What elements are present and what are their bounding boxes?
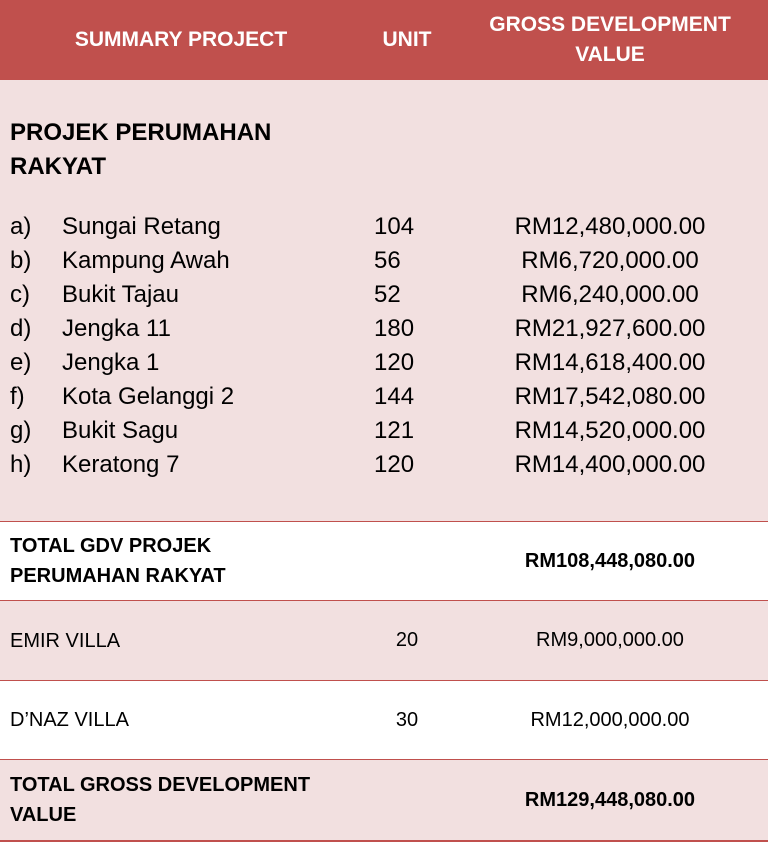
item-value: RM6,720,000.00 (521, 247, 699, 274)
item-name: Kota Gelanggi 2 (62, 383, 235, 410)
item-unit: 52 (374, 281, 401, 308)
item-name: Bukit Tajau (62, 281, 179, 308)
item-unit: 56 (374, 247, 401, 274)
section-title: PROJEK PERUMAHAN RAKYAT (10, 119, 272, 180)
item-name: Jengka 1 (62, 349, 160, 376)
item-unit: 104 (374, 213, 415, 240)
dnaz-villa-unit: 30 (395, 708, 419, 731)
list-item (0, 380, 768, 414)
item-value: RM17,542,080.00 (514, 383, 706, 410)
list-item (0, 278, 768, 312)
item-unit: 120 (374, 349, 415, 376)
table-header (0, 0, 768, 80)
item-letter: a) (10, 213, 32, 240)
projek-perumahan-section (0, 80, 768, 521)
grand-total-value: RM129,448,080.00 (524, 788, 696, 811)
grand-total-row (0, 760, 768, 840)
list-item (0, 210, 768, 244)
list-item (0, 414, 768, 448)
emir-villa-label: EMIR VILLA (10, 629, 121, 652)
list-item (0, 312, 768, 346)
dnaz-villa-label: D’NAZ VILLA (10, 709, 129, 731)
dnaz-villa-row (0, 681, 768, 759)
item-letter: h) (10, 451, 32, 478)
total-rakyat-value: RM108,448,080.00 (524, 549, 696, 572)
item-letter: f) (10, 383, 25, 410)
item-letter: c) (10, 281, 30, 308)
item-letter: g) (10, 417, 32, 444)
item-letter: d) (10, 315, 32, 342)
item-name: Bukit Sagu (62, 417, 179, 444)
item-unit: 144 (374, 383, 415, 410)
item-letter: b) (10, 247, 32, 274)
emir-villa-value: RM9,000,000.00 (536, 629, 684, 651)
emir-villa-unit: 20 (395, 629, 419, 651)
total-rakyat-label: TOTAL GDV PROJEK PERUMAHAN RAKYAT (10, 535, 226, 587)
list-item (0, 244, 768, 278)
item-value: RM6,240,000.00 (521, 281, 699, 308)
item-name: Jengka 11 (62, 315, 171, 342)
header-summary-project: SUMMARY PROJECT (74, 28, 288, 51)
item-name: Kampung Awah (62, 247, 230, 274)
emir-villa-row (0, 601, 768, 680)
item-unit: 120 (374, 451, 415, 478)
header-unit: UNIT (382, 28, 432, 51)
item-unit: 121 (374, 417, 415, 444)
list-item (0, 346, 768, 380)
dnaz-villa-value: RM12,000,000.00 (530, 708, 690, 731)
item-value: RM14,400,000.00 (514, 451, 706, 478)
item-unit: 180 (374, 315, 415, 342)
item-value: RM12,480,000.00 (514, 213, 706, 240)
table-bottom-border (0, 840, 768, 842)
item-value: RM14,618,400.00 (514, 349, 706, 376)
item-value: RM14,520,000.00 (514, 417, 706, 444)
item-letter: e) (10, 349, 32, 376)
item-name: Sungai Retang (62, 213, 221, 240)
total-rakyat-row (0, 522, 768, 600)
list-item (0, 448, 768, 482)
item-name: Keratong 7 (62, 451, 180, 478)
header-gdv: GROSS DEVELOPMENT VALUE (489, 13, 731, 66)
item-value: RM21,927,600.00 (514, 315, 706, 342)
grand-total-label: TOTAL GROSS DEVELOPMENT VALUE (10, 774, 311, 826)
